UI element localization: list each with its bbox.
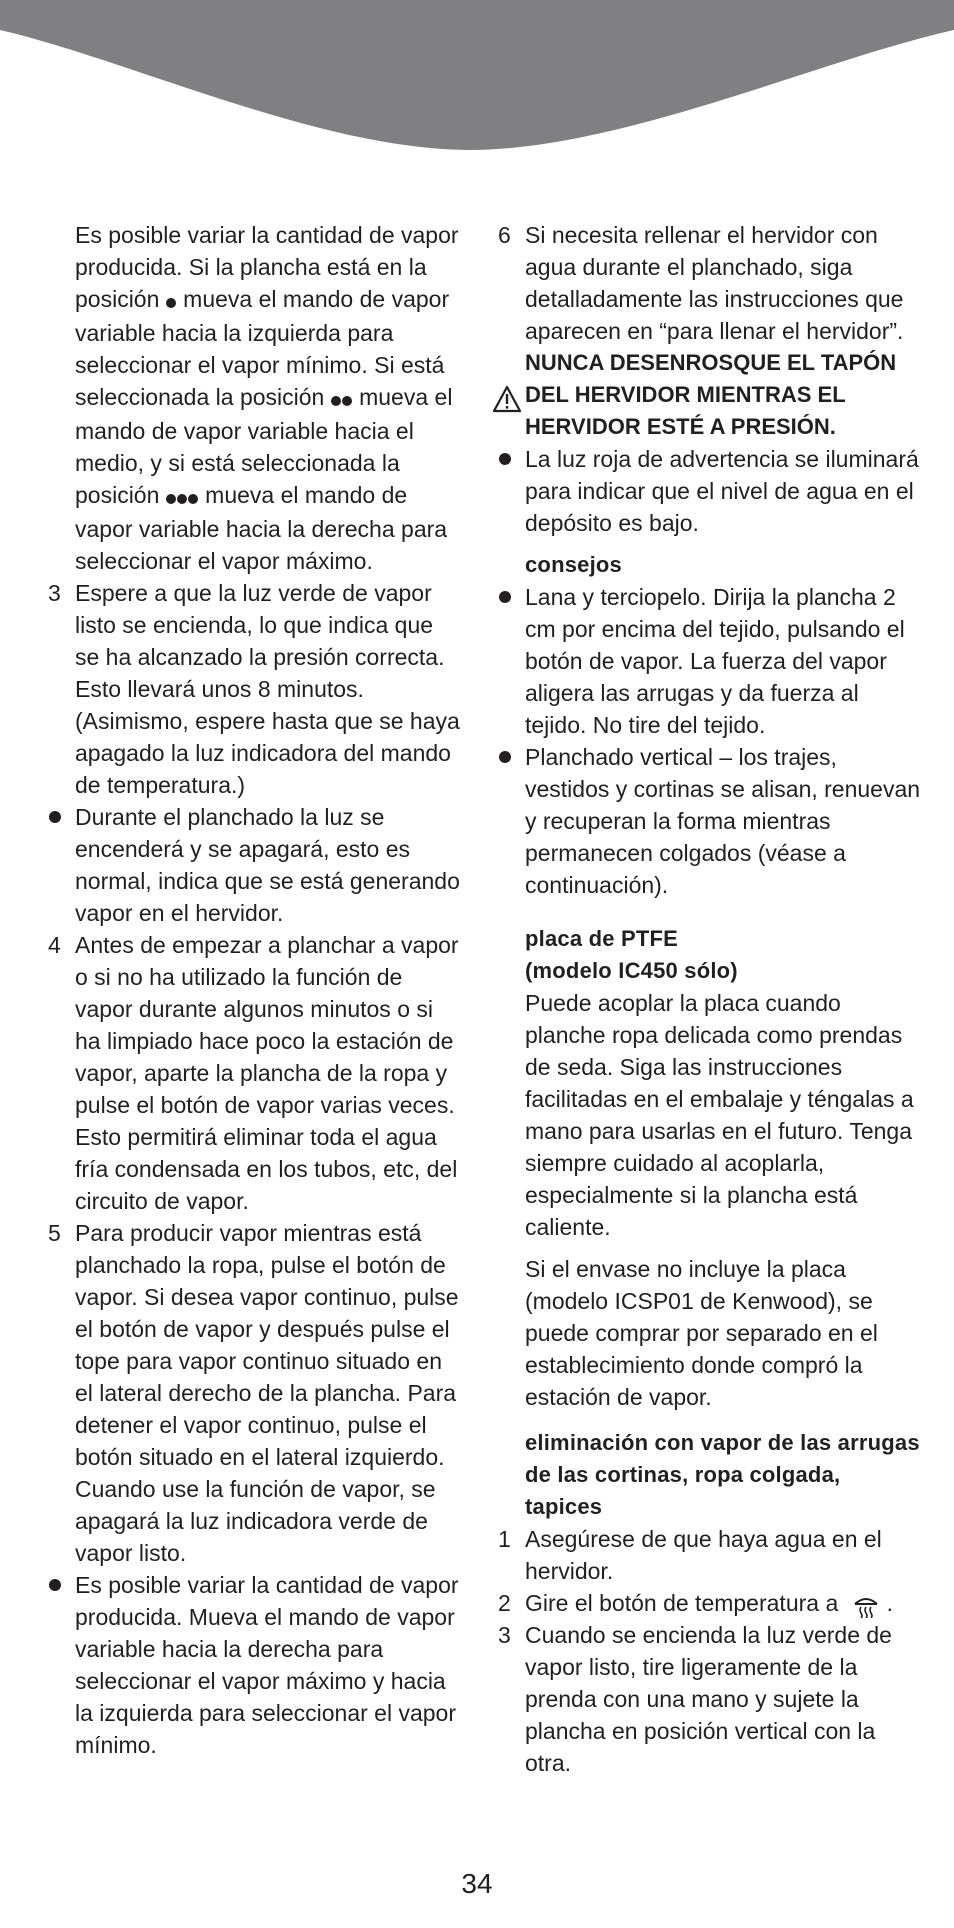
bullet-item: [42, 1569, 462, 1761]
step-6: [492, 219, 922, 347]
bullet-icon: [49, 1579, 61, 1591]
step-4: [42, 929, 462, 1217]
steam-setting-icon: [851, 1592, 881, 1618]
elimination-step-2: [492, 1587, 922, 1619]
two-dots-icon: [331, 383, 353, 415]
ptfe-paragraph: Puede acoplar la placa cuando planche ropa delicada como prendas de seda. Siga las instrucciones facilitadas en el embalaje y téngalas a mano para usarlas en el futuro. Tenga siempre cuidado al acoplarla, especialmente si la plancha está caliente.: [525, 990, 914, 1240]
step-number: 3: [48, 579, 61, 606]
ptfe-paragraph: Si el envase no incluye la placa (modelo ICSP01 de Kenwood), se puede comprar por separado en el establecimiento donde compró la estación de vapor.: [525, 1256, 878, 1410]
bullet-text: La luz roja de advertencia se iluminará para indicar que el nivel de agua en el depósito es bajo.: [525, 446, 919, 536]
step-text-continued: Cuando use la función de vapor, se apagará la luz indicadora verde de vapor listo.: [75, 1475, 436, 1566]
bullet-icon: [499, 453, 511, 465]
header-wave-decoration: [0, 0, 954, 160]
step-text: Asegúrese de que haya agua en el hervidor.: [525, 1526, 882, 1584]
bullet-item: [492, 443, 922, 539]
one-dot-icon: [166, 285, 177, 317]
bullet-icon: [499, 751, 511, 763]
heading-line: (modelo IC450 sólo): [525, 958, 738, 983]
step-text: Para producir vapor mientras está planchado la ropa, pulse el botón de vapor. Si desea vapor continuo, pulse el botón de vapor y después pulse el tope para vapor continuo situado en el lateral derecho de la plancha. Para detener el vapor continuo, pulse el botón situado en el lateral izquierdo.: [75, 1219, 459, 1470]
step-text: Cuando se encienda la luz verde de vapor listo, tire ligeramente de la prenda con una mano y sujete la plancha en posición vertical con la otra.: [525, 1622, 892, 1776]
three-dots-icon: [166, 481, 199, 513]
consejos-heading: consejos: [525, 552, 622, 577]
bullet-icon: [49, 811, 61, 823]
bullet-text: Es posible variar la cantidad de vapor producida. Mueva el mando de vapor variable hacia la derecha para seleccionar el vapor máximo y hacia la izquierda para seleccionar el vapor mínimo.: [75, 1571, 459, 1758]
heading-line: placa de PTFE: [525, 926, 678, 951]
bullet-text: Durante el planchado la luz se encenderá y se apagará, esto es normal, indica que se está generando vapor en el hervidor.: [75, 803, 460, 926]
bullet-item: [42, 801, 462, 929]
left-column: [42, 219, 462, 1761]
step-text-end: .: [886, 1590, 894, 1616]
paragraph-text: mueva el mando de vapor variable hacia la izquierda para seleccionar el vapor mínimo. Si está seleccionada la posición: [75, 286, 450, 410]
paragraph-text: Es posible variar la cantidad de vapor producida. Si la plancha está en la posición: [75, 222, 459, 312]
step-text: Antes de empezar a planchar a vapor o si no ha utilizado la función de vapor durante algunos minutos o si ha limpiado hace poco la estación de vapor, aparte la plancha de la ropa y pulse el botón de vapor varias veces. Esto permitirá eliminar toda el agua fría condensada en los tubos, etc, del circuito de vapor.: [75, 931, 459, 1214]
bullet-icon: [499, 591, 511, 603]
bullet-item: [492, 581, 922, 741]
right-column: [492, 219, 922, 1779]
ptfe-heading: [492, 923, 922, 987]
page-number: 34: [461, 1868, 493, 1899]
bullet-text: Lana y terciopelo. Dirija la plancha 2 cm por encima del tejido, pulsando el botón de vapor. La fuerza del vapor aligera las arrugas y da fuerza al tejido. No tire del tejido.: [525, 584, 905, 738]
step-number: 1: [498, 1526, 511, 1552]
vapor-variable-paragraph: [42, 219, 462, 577]
step-text: Si necesita rellenar el hervidor con agua durante el planchado, siga detalladamente las instrucciones que aparecen en “para llenar el hervidor”.: [525, 222, 904, 344]
elimination-step-3: [492, 1619, 922, 1779]
step-3: [42, 577, 462, 801]
step-text: Gire el botón de temperatura a: [525, 1590, 839, 1616]
elimination-heading: eliminación con vapor de las arrugas de las cortinas, ropa colgada, tapices: [525, 1430, 920, 1519]
step-number: 3: [498, 1622, 511, 1648]
warning-block: [492, 347, 922, 443]
step-number: 6: [498, 222, 511, 248]
elimination-step-1: [492, 1523, 922, 1587]
step-text: Espere a que la luz verde de vapor listo se encienda, lo que indica que se ha alcanzado la presión correcta. Esto llevará unos 8 minutos. (Asimismo, espere hasta que se haya apagado la luz indicadora del mando de temperatura.): [75, 579, 460, 798]
bullet-text: Planchado vertical – los trajes, vestidos y cortinas se alisan, renuevan y recuperan la forma mientras permanecen colgados (véase a continuación).: [525, 744, 921, 898]
step-number: 5: [48, 1219, 61, 1246]
paragraph-text: mueva el mando de vapor variable hacia el medio, y si está seleccionada la posición: [75, 383, 453, 508]
warning-triangle-icon: [492, 385, 522, 413]
step-5: [42, 1217, 462, 1569]
paragraph-text: mueva el mando de vapor variable hacia la derecha para seleccionar el vapor máximo.: [75, 481, 448, 574]
warning-text: NUNCA DESENROSQUE EL TAPÓN DEL HERVIDOR MIENTRAS EL HERVIDOR ESTÉ A PRESIÓN.: [525, 350, 897, 439]
bullet-item: [492, 741, 922, 901]
step-number: 4: [48, 931, 61, 958]
step-number: 2: [498, 1590, 511, 1616]
